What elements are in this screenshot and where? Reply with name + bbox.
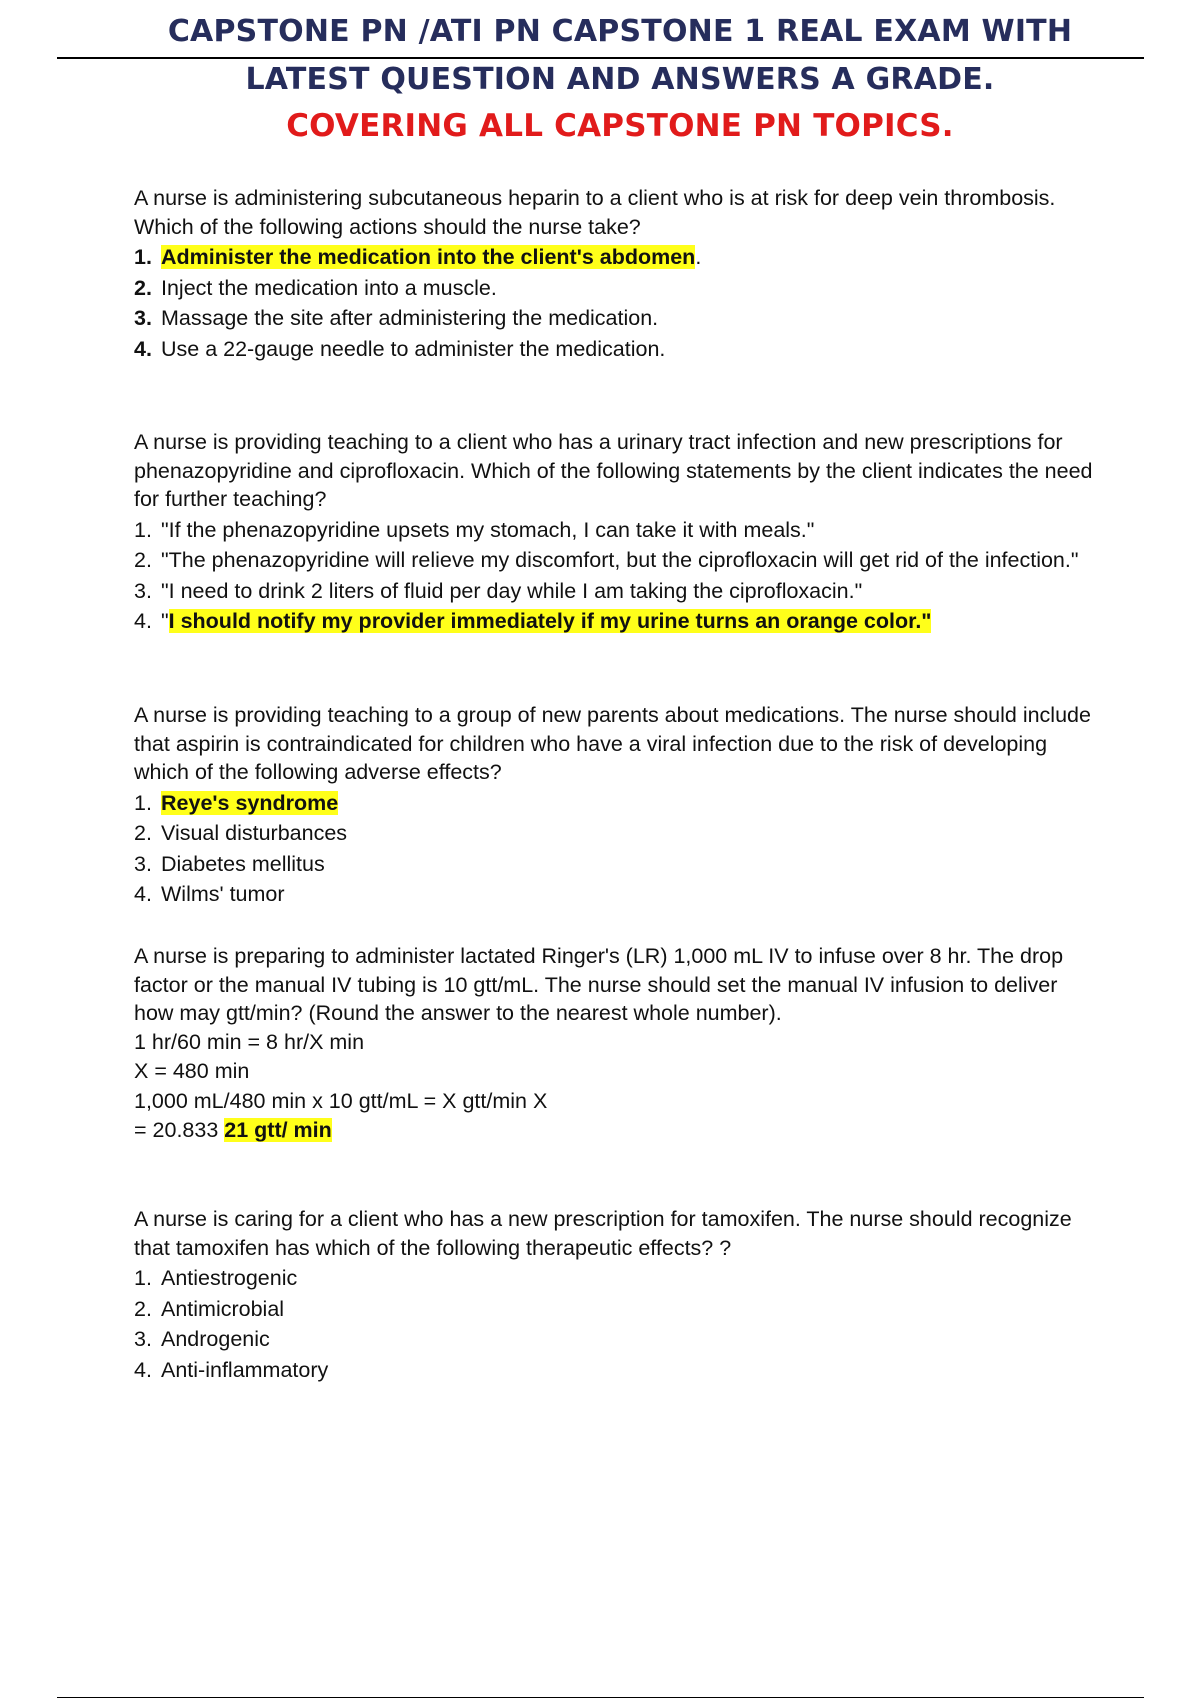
document-subtitle-red: COVERING ALL CAPSTONE PN TOPICS. xyxy=(286,108,954,144)
question-4 xyxy=(134,942,1094,1146)
option-number: 3. xyxy=(134,306,152,330)
option-text: "I need to drink 2 liters of fluid per day while I am taking the ciprofloxacin." xyxy=(161,578,863,603)
option-2 xyxy=(134,817,1094,848)
option-text: Inject the medication into a muscle. xyxy=(161,275,497,300)
option-number: 1. xyxy=(134,790,152,815)
option-number: 1. xyxy=(134,1266,152,1290)
calculation-line-3: 1,000 mL/480 min x 10 gtt/mL = X gtt/min X xyxy=(134,1088,548,1113)
question-stem: A nurse is providing teaching to a client who has a urinary tract infection and new prescriptions for phenazopyridine and ciprofloxacin. Which of the following statements by the client indicates the need for further teaching? xyxy=(134,430,1093,511)
calculation-line-1: 1 hr/60 min = 8 hr/X min xyxy=(134,1029,365,1054)
option-number: 1. xyxy=(134,517,152,542)
option-text: Anti-inflammatory xyxy=(161,1357,329,1382)
option-1 xyxy=(134,1262,1094,1293)
option-2 xyxy=(134,544,1094,575)
answer-options xyxy=(134,241,1094,363)
option-text: Use a 22-gauge needle to administer the medication. xyxy=(161,336,666,361)
answer-options xyxy=(134,514,1094,636)
option-number: 4. xyxy=(134,1357,152,1382)
option-1 xyxy=(134,514,1094,545)
option-4 xyxy=(134,878,1094,909)
option-4 xyxy=(134,605,1094,636)
option-text: Antimicrobial xyxy=(161,1296,285,1321)
header-divider xyxy=(57,57,1144,59)
question-3 xyxy=(134,701,1094,909)
option-1 xyxy=(134,787,1094,818)
option-1 xyxy=(134,241,1094,272)
option-3 xyxy=(134,575,1094,606)
option-number: 3. xyxy=(134,851,152,876)
option-text: Diabetes mellitus xyxy=(161,851,325,876)
option-number: 3. xyxy=(134,578,152,603)
document-title-line-1: CAPSTONE PN /ATI PN CAPSTONE 1 REAL EXAM WITH xyxy=(167,14,1073,49)
option-suffix: . xyxy=(695,245,702,269)
option-number: 1. xyxy=(134,245,152,269)
option-3 xyxy=(134,302,1094,333)
option-2 xyxy=(134,272,1094,303)
calculation-result xyxy=(134,1116,1094,1146)
option-text: Wilms' tumor xyxy=(161,882,285,906)
question-stem: A nurse is administering subcutaneous heparin to a client who is at risk for deep vein thrombosis. Which of the following actions should the nurse take? xyxy=(134,186,1056,239)
correct-answer-highlight: Reye's syndrome xyxy=(161,790,339,815)
option-number: 2. xyxy=(134,821,152,845)
question-stem: A nurse is providing teaching to a group of new parents about medications. The nurse should include that aspirin is contraindicated for children who have a viral infection due to the risk of developing which of the following adverse effects? xyxy=(134,703,1091,784)
option-2 xyxy=(134,1293,1094,1324)
question-stem: A nurse is caring for a client who has a new prescription for tamoxifen. The nurse should recognize that tamoxifen has which of the following therapeutic effects? ? xyxy=(134,1207,1072,1260)
option-number: 2. xyxy=(134,548,152,572)
correct-answer-highlight: I should notify my provider immediately if my urine turns an orange color." xyxy=(168,609,932,633)
correct-answer-highlight: 21 gtt/ min xyxy=(224,1118,332,1142)
question-5 xyxy=(134,1205,1094,1384)
option-number: 4. xyxy=(134,336,152,361)
option-number: 4. xyxy=(134,609,152,633)
option-text: "The phenazopyridine will relieve my discomfort, but the ciprofloxacin will get rid of the infection." xyxy=(161,548,1079,572)
calculation-line-2: X = 480 min xyxy=(134,1059,250,1083)
answer-options xyxy=(134,1262,1094,1384)
answer-options xyxy=(134,787,1094,909)
option-text: Antiestrogenic xyxy=(161,1266,298,1290)
option-text: Visual disturbances xyxy=(161,821,348,845)
option-4 xyxy=(134,333,1094,364)
footer-divider xyxy=(57,1697,1144,1698)
option-number: 2. xyxy=(134,275,152,300)
document-title-line-2: LATEST QUESTION AND ANSWERS A GRADE. xyxy=(245,62,995,97)
option-text: "If the phenazopyridine upsets my stomach, I can take it with meals." xyxy=(161,517,815,542)
question-1 xyxy=(134,184,1094,363)
option-number: 2. xyxy=(134,1296,152,1321)
result-prefix: = 20.833 xyxy=(134,1118,225,1142)
question-stem: A nurse is preparing to administer lactated Ringer's (LR) 1,000 mL IV to infuse over 8 hr. The drop factor or the manual IV tubing is 10 gtt/mL. The nurse should set the manual IV infusion to deliver how may gtt/min? (Round the answer to the nearest whole number). xyxy=(134,944,1064,1025)
option-text: Androgenic xyxy=(161,1327,270,1351)
question-2 xyxy=(134,428,1094,636)
option-text: Massage the site after administering the medication. xyxy=(161,306,659,330)
option-4 xyxy=(134,1354,1094,1385)
option-number: 3. xyxy=(134,1327,152,1351)
option-number: 4. xyxy=(134,882,152,906)
option-3 xyxy=(134,848,1094,879)
option-prefix: " xyxy=(161,609,169,633)
correct-answer-highlight: Administer the medication into the client's abdomen xyxy=(161,245,696,269)
option-3 xyxy=(134,1323,1094,1354)
